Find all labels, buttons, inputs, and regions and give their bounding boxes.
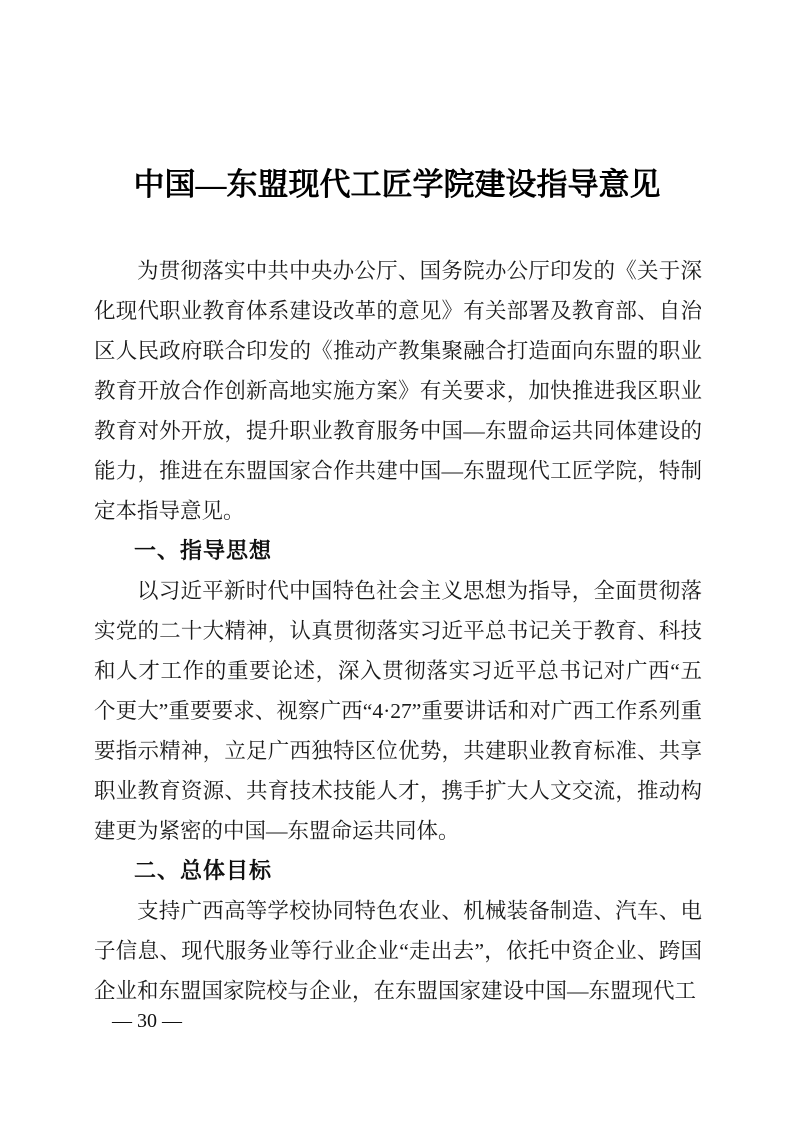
document-body — [94, 251, 702, 1011]
document-title: 中国—东盟现代工匠学院建设指导意见 — [133, 167, 661, 202]
paragraph-overall-goals: 支持广西高等学校协同特色农业、机械装备制造、汽车、电子信息、现代服务业等行业企业“走出去”，依托中资企业、跨国企业和东盟国家院校与企业，在东盟国家建设中国—东盟现代工 — [94, 899, 702, 1003]
paragraph-guiding-ideology: 以习近平新时代中国特色社会主义思想为指导，全面贯彻落实党的二十大精神，认真贯彻落实习近平总书记关于教育、科技和人才工作的重要论述，深入贯彻落实习近平总书记对广西“五个更大”重要要求、视察广西“4·27”重要讲话和对广西工作系列重要指示精神，立足广西独特区位优势，共建职业教育标准、共享职业教育资源、共育技术技能人才，携手扩大人文交流，推动构建更为紧密的中国—东盟命运共同体。 — [94, 579, 702, 843]
paragraph-preamble: 为贯彻落实中共中央办公厅、国务院办公厅印发的《关于深化现代职业教育体系建设改革的意见》有关部署及教育部、自治区人民政府联合印发的《推动产教集聚融合打造面向东盟的职业教育开放合作创新高地实施方案》有关要求，加快推进我区职业教育对外开放，提升职业教育服务中国—东盟命运共同体建设的能力，推进在东盟国家合作共建中国—东盟现代工匠学院，特制定本指导意见。 — [94, 259, 702, 523]
section-heading-guiding-ideology: 一、指导思想 — [134, 538, 273, 563]
section-heading-overall-goals: 二、总体目标 — [134, 858, 273, 883]
page-number: — 30 — — [112, 1010, 182, 1032]
